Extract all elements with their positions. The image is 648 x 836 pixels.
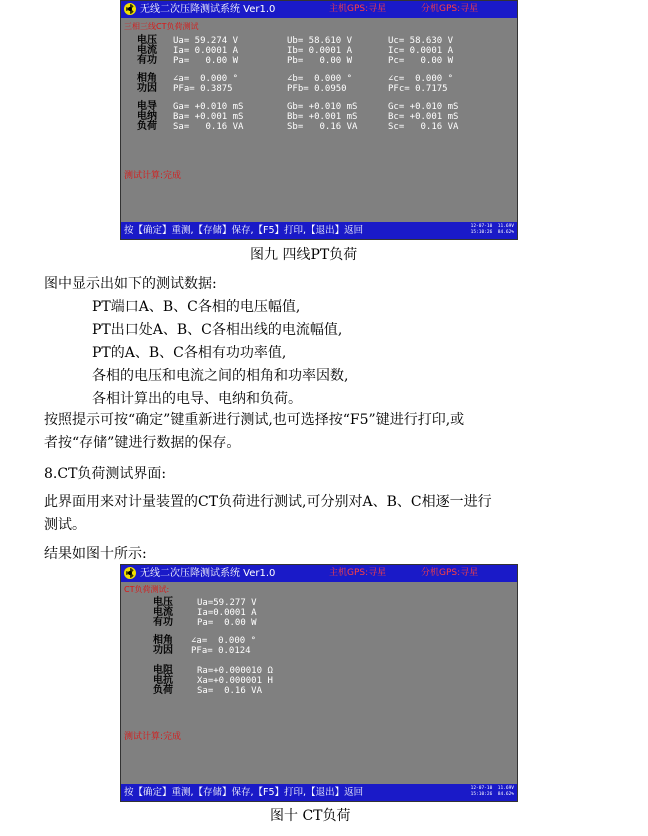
phase-a-value: ∠a= 0.000 °: [173, 74, 239, 84]
phase-c-value: Ic= 0.0001 A: [388, 46, 454, 56]
press-instructions-line2: 者按“存储”键进行数据的保存。: [44, 435, 241, 451]
row-label: 负荷: [137, 121, 157, 132]
system-title: 无线二次压降测试系统 Ver1.0: [140, 568, 276, 579]
figure10-device-screen: [120, 564, 518, 802]
phase-a-value: PFa= 0.0124: [191, 646, 251, 656]
row-label: 功因: [137, 83, 157, 94]
host-gps-status: 主机GPS:寻星: [329, 4, 387, 14]
phase-a-value: Sa= 0.16 VA: [197, 686, 263, 696]
phase-a-value: Ga= +0.010 mS: [173, 102, 244, 112]
list-item: PT端口A、B、C各相的电压幅值,: [92, 299, 301, 315]
phase-a-value: Ba= +0.001 mS: [173, 112, 244, 122]
phase-a-value: Pa= 0.00 W: [173, 56, 239, 66]
phase-b-value: Pb= 0.00 W: [287, 56, 353, 66]
figure10-caption: 图十 CT负荷: [270, 808, 351, 824]
phase-b-value: ∠b= 0.000 °: [287, 74, 353, 84]
phase-c-value: PFc= 0.7175: [388, 84, 448, 94]
row-label: 电压: [153, 597, 173, 608]
phase-c-value: ∠c= 0.000 °: [388, 74, 454, 84]
datetime-battery-stamp: 12-07-10 11.69V 15:10:26 84.62%: [470, 224, 514, 235]
list-item: 各相的电压和电流之间的相角和功率因数,: [92, 368, 349, 384]
datetime-battery-stamp: 12-07-10 11.69V 15:10:26 84.62%: [470, 786, 514, 797]
row-label: 相角: [137, 73, 157, 84]
phase-c-value: Gc= +0.010 mS: [388, 102, 459, 112]
phase-c-value: Pc= 0.00 W: [388, 56, 454, 66]
list-item: PT的A、B、C各相有功功率值,: [92, 345, 287, 361]
phase-c-value: Bc= +0.001 mS: [388, 112, 459, 122]
section-description-line2: 测试。: [44, 517, 86, 533]
phase-a-value: Ua= 59.274 V: [173, 36, 239, 46]
row-label: 电流: [137, 45, 157, 56]
screen-footer: [121, 222, 517, 239]
phase-b-value: Ub= 58.610 V: [287, 36, 353, 46]
radiation-logo-icon: [124, 567, 136, 579]
screen-title-bar: [121, 565, 517, 582]
key-hint: 按【确定】重测,【存储】保存,【F5】打印,【退出】返回: [124, 225, 364, 236]
section-heading: 8.CT负荷测试界面:: [44, 466, 167, 482]
phase-b-value: Bb= +0.001 mS: [287, 112, 358, 122]
phase-a-value: PFa= 0.3875: [173, 84, 233, 94]
phase-c-value: Sc= 0.16 VA: [388, 122, 459, 132]
list-item: 各相计算出的电导、电纳和负荷。: [92, 391, 302, 407]
calculation-status: 测试计算:完成: [124, 171, 182, 181]
phase-b-value: Ib= 0.0001 A: [287, 46, 353, 56]
mode-label: CT负荷测试:: [124, 585, 170, 594]
phase-b-value: Sb= 0.16 VA: [287, 122, 358, 132]
phase-b-value: Gb= +0.010 mS: [287, 102, 358, 112]
list-item: PT出口处A、B、C各相出线的电流幅值,: [92, 322, 343, 338]
radiation-logo-icon: [124, 3, 136, 15]
key-hint: 按【确定】重测,【存储】保存,【F5】打印,【退出】返回: [124, 787, 364, 798]
row-label: 有功: [153, 617, 173, 628]
system-title: 无线二次压降测试系统 Ver1.0: [140, 4, 276, 15]
row-label: 电抗: [153, 675, 173, 686]
press-instructions-line1: 按照提示可按“确定”键重新进行测试,也可选择按“F5”键进行打印,或: [44, 412, 465, 428]
host-gps-status: 主机GPS:寻星: [329, 568, 387, 578]
phase-a-value: Ia=0.0001 A: [197, 608, 257, 618]
result-intro: 结果如图十所示:: [44, 546, 147, 562]
phase-a-value: Sa= 0.16 VA: [173, 122, 244, 132]
phase-a-value: Ra=+0.000010 Ω: [197, 666, 273, 676]
figure9-caption: 图九 四线PT负荷: [250, 247, 358, 263]
screen-title-bar: [121, 1, 517, 18]
row-label: 相角: [153, 635, 173, 646]
section-description-line1: 此界面用来对计量装置的CT负荷进行测试,可分别对A、B、C相逐一进行: [44, 494, 492, 510]
mode-label: 三相三线CT负荷测试: [124, 22, 199, 31]
row-label: 电纳: [137, 111, 157, 122]
phase-a-value: Ia= 0.0001 A: [173, 46, 239, 56]
phase-a-value: Xa=+0.000001 H: [197, 676, 273, 686]
row-label: 电流: [153, 607, 173, 618]
row-label: 功因: [153, 645, 173, 656]
row-label: 电压: [137, 35, 157, 46]
intro-text: 图中显示出如下的测试数据:: [44, 276, 217, 292]
row-label: 电导: [137, 101, 157, 112]
phase-a-value: Pa= 0.00 W: [197, 618, 257, 628]
phase-a-value: ∠a= 0.000 °: [191, 636, 257, 646]
sub-gps-status: 分机GPS:寻星: [421, 4, 479, 14]
row-label: 电阻: [153, 665, 173, 676]
screen-footer: [121, 784, 517, 801]
phase-a-value: Ua=59.277 V: [197, 598, 257, 608]
figure9-device-screen: [120, 0, 518, 240]
sub-gps-status: 分机GPS:寻星: [421, 568, 479, 578]
phase-b-value: PFb= 0.0950: [287, 84, 347, 94]
phase-c-value: Uc= 58.630 V: [388, 36, 454, 46]
row-label: 有功: [137, 55, 157, 66]
row-label: 负荷: [153, 685, 173, 696]
calculation-status: 测试计算:完成: [124, 732, 182, 742]
